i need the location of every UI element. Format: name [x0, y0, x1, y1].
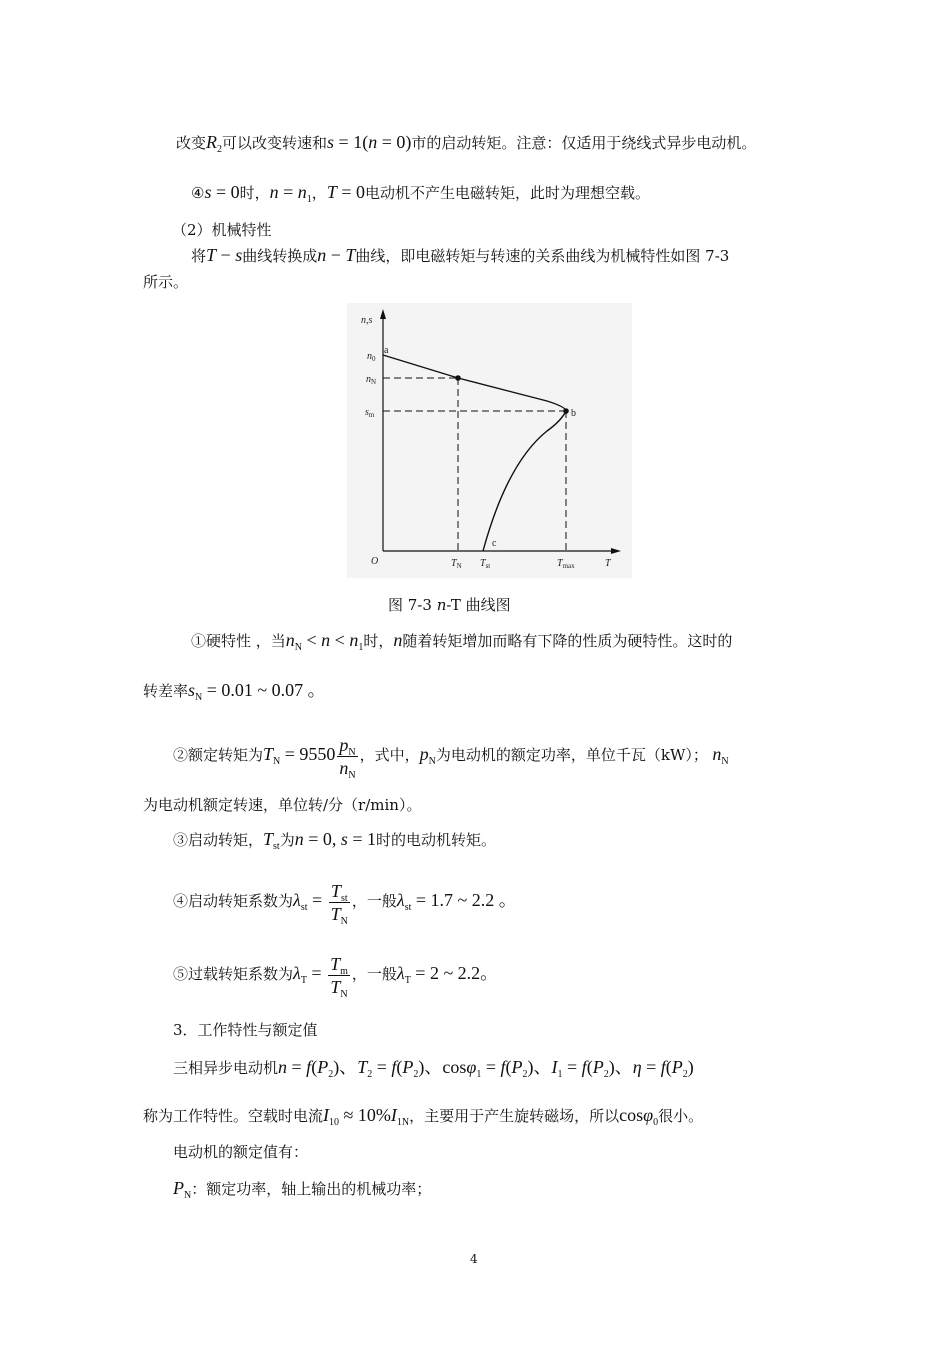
paragraph-curve-conversion-cont: 所示。 — [143, 273, 189, 291]
paragraph-working-characteristic: 三相异步电动机$n = f(P_2)$、$T_2 = f(P_2)$、$\cos\varphi_1 = f(P_2)$、$I_1 = f(P_2)$、$\eta = f(P_2)$ — [173, 1057, 694, 1080]
label-sm: $s_m$ — [365, 407, 375, 419]
x-axis-arrow — [611, 548, 621, 554]
page-number: 4 — [470, 1252, 478, 1266]
point-c-label: c — [492, 538, 497, 549]
paragraph-slip-rate: 转差率$s_N = 0.01$ ~ 0.07 。 — [143, 680, 326, 703]
nt-curve — [383, 355, 566, 551]
x-axis-label: T — [605, 558, 611, 569]
paragraph-overload-torque-coefficient: ⑤过载转矩系数为$\lambda_T$ = $\frac{T_m}{T_N}$ ，一般$\lambda_T = 2$ ~ 2.2。 — [173, 953, 499, 1000]
paragraph-hard-characteristic: ①硬特性 ，当$n_N < n < n_1$时，n随着转矩增加而略有下降的性质为硬特性。这时的 — [191, 630, 733, 653]
max-point — [563, 408, 569, 414]
point-b-label: b — [571, 408, 576, 419]
paragraph-rated-torque: ②额定转矩为$T_N = 9550$ $\frac{p_N}{n_N}$ ，式中，$p_N$为电动机的额定功率，单位千瓦（kW）； $n_N$ — [173, 734, 729, 781]
nt-curve-figure — [347, 303, 632, 578]
point-a-label: a — [384, 345, 389, 356]
paragraph-rated-values-title: 电动机的额定值有： — [173, 1143, 309, 1161]
rated-point — [455, 375, 461, 381]
paragraph-rated-speed: 为电动机额定转速，单位转/分（r/min）。 — [143, 796, 422, 814]
nt-curve-diagram — [347, 303, 632, 578]
label-n0: $n_0$ — [367, 351, 376, 363]
section-title-working-characteristic: 3．工作特性与额定值 — [173, 1021, 318, 1039]
paragraph-curve-conversion: 将T − s曲线转换成n − T曲线，即电磁转矩与转速的关系曲线为机械特性如图 7-3 — [191, 245, 730, 265]
origin-label: O — [371, 556, 379, 567]
section-title-mechanical-characteristic: （2）机械特性 — [172, 221, 272, 239]
label-Tmax: $T_{max}$ — [557, 558, 575, 570]
paragraph-pn: $P_N$：额定功率，轴上输出的机械功率； — [173, 1178, 432, 1201]
figure-caption: 图 7-3 n-T 曲线图 — [388, 596, 511, 614]
paragraph-starting-torque-coefficient: ④启动转矩系数为$\lambda_{st}$ = $\frac{T_{st}}{T_N}$ ，一般$\lambda_{st} = 1.7$ ~ 2.2 。 — [173, 880, 517, 927]
paragraph-r2: 改变$R_2$可以改变转速和s = 1(n = 0)市的启动转矩。注意：仅适用于绕线式异步电动机。 — [176, 132, 757, 155]
paragraph-no-load-current: 称为工作特性。空载时电流$I_{10} \approx 10\%I_{1N}$，主要用于产生旋转磁场，所以cosφ$_0$很小。 — [143, 1105, 704, 1128]
label-nN: $n_N$ — [366, 374, 377, 386]
label-TN: $T_N$ — [451, 558, 462, 570]
paragraph-ideal-no-load: ④s = 0时，$n = n_1$，T = 0电动机不产生电磁转矩，此时为理想空载。 — [191, 182, 650, 205]
y-axis-label: n,s — [361, 315, 373, 326]
label-Tst: $T_{st}$ — [480, 558, 491, 570]
y-axis-arrow — [380, 309, 386, 319]
paragraph-starting-torque: ③启动转矩，$T_{st}$为n = 0, s = 1时的电动机转矩。 — [173, 829, 497, 852]
